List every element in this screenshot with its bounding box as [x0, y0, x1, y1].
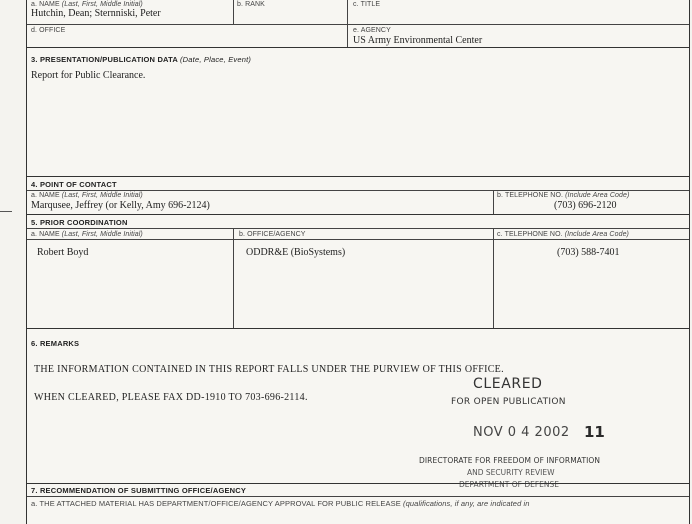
coord-phone-caption: c. TELEPHONE NO. (Include Area Code)	[497, 231, 629, 238]
department-stamp: DEPARTMENT OF DEFENSE	[459, 480, 559, 489]
remarks-line-1: THE INFORMATION CONTAINED IN THIS REPORT FALLS UNDER THE PURVIEW OF THIS OFFICE.	[34, 364, 504, 375]
coord-phone-value: (703) 588-7401	[557, 247, 620, 258]
directorate-stamp: DIRECTORATE FOR FREEDOM OF INFORMATION	[419, 456, 601, 465]
presentation-value: Report for Public Clearance.	[31, 70, 146, 81]
open-publication-stamp: FOR OPEN PUBLICATION	[451, 397, 566, 407]
divider	[27, 176, 689, 177]
divider	[493, 190, 494, 214]
section-7-heading: 7. RECOMMENDATION OF SUBMITTING OFFICE/AGENCY	[31, 486, 247, 495]
section-7a-text: a. THE ATTACHED MATERIAL HAS DEPARTMENT/OFFICE/AGENCY APPROVAL FOR PUBLIC RELEASE (qualifications, if any, are indicated in	[31, 499, 530, 508]
divider	[27, 239, 689, 240]
divider	[27, 214, 689, 215]
author-names: Hutchin, Dean; Sternniski, Peter	[31, 8, 161, 19]
security-review-stamp: AND SECURITY REVIEW	[467, 468, 555, 477]
clearance-date-stamp: NOV 0 4 2002	[473, 425, 570, 440]
section-5-heading: 5. PRIOR COORDINATION	[31, 218, 128, 227]
divider	[27, 496, 689, 497]
divider	[27, 483, 689, 484]
coord-office-value: ODDR&E (BioSystems)	[246, 247, 346, 258]
divider	[27, 328, 689, 329]
divider	[27, 228, 689, 229]
poc-name-value: Marqusee, Jeffrey (or Kelly, Amy 696-2124)	[31, 200, 210, 211]
margin-tick-mark	[0, 211, 12, 212]
title-caption: c. TITLE	[353, 1, 381, 8]
cleared-stamp: CLEARED	[473, 376, 543, 392]
agency-caption: e. AGENCY	[353, 27, 391, 34]
clearance-form	[26, 0, 690, 524]
poc-phone-caption: b. TELEPHONE NO. (Include Area Code)	[497, 192, 630, 199]
name-caption: a. NAME (Last, First, Middle Initial)	[31, 1, 143, 8]
agency-value: US Army Environmental Center	[353, 35, 483, 46]
coord-office-caption: b. OFFICE/AGENCY	[239, 231, 306, 238]
rank-caption: b. RANK	[237, 1, 265, 8]
poc-phone-value: (703) 696-2120	[554, 200, 617, 211]
divider	[27, 47, 689, 48]
office-caption: d. OFFICE	[31, 27, 66, 34]
coord-name-caption: a. NAME (Last, First, Middle Initial)	[31, 231, 143, 238]
divider	[27, 190, 689, 191]
coord-name-value: Robert Boyd	[37, 247, 89, 258]
divider	[493, 228, 494, 328]
divider	[233, 0, 234, 24]
divider	[27, 24, 689, 25]
poc-name-caption: a. NAME (Last, First, Middle Initial)	[31, 192, 143, 199]
section-6-heading: 6. REMARKS	[31, 339, 80, 348]
section-4-heading: 4. POINT OF CONTACT	[31, 180, 117, 189]
remarks-line-2: WHEN CLEARED, PLEASE FAX DD-1910 TO 703-696-2114.	[34, 392, 308, 403]
stamp-day-mark: 11	[584, 423, 605, 441]
divider	[233, 228, 234, 328]
section-3-heading: 3. PRESENTATION/PUBLICATION DATA (Date, Place, Event)	[31, 55, 252, 64]
